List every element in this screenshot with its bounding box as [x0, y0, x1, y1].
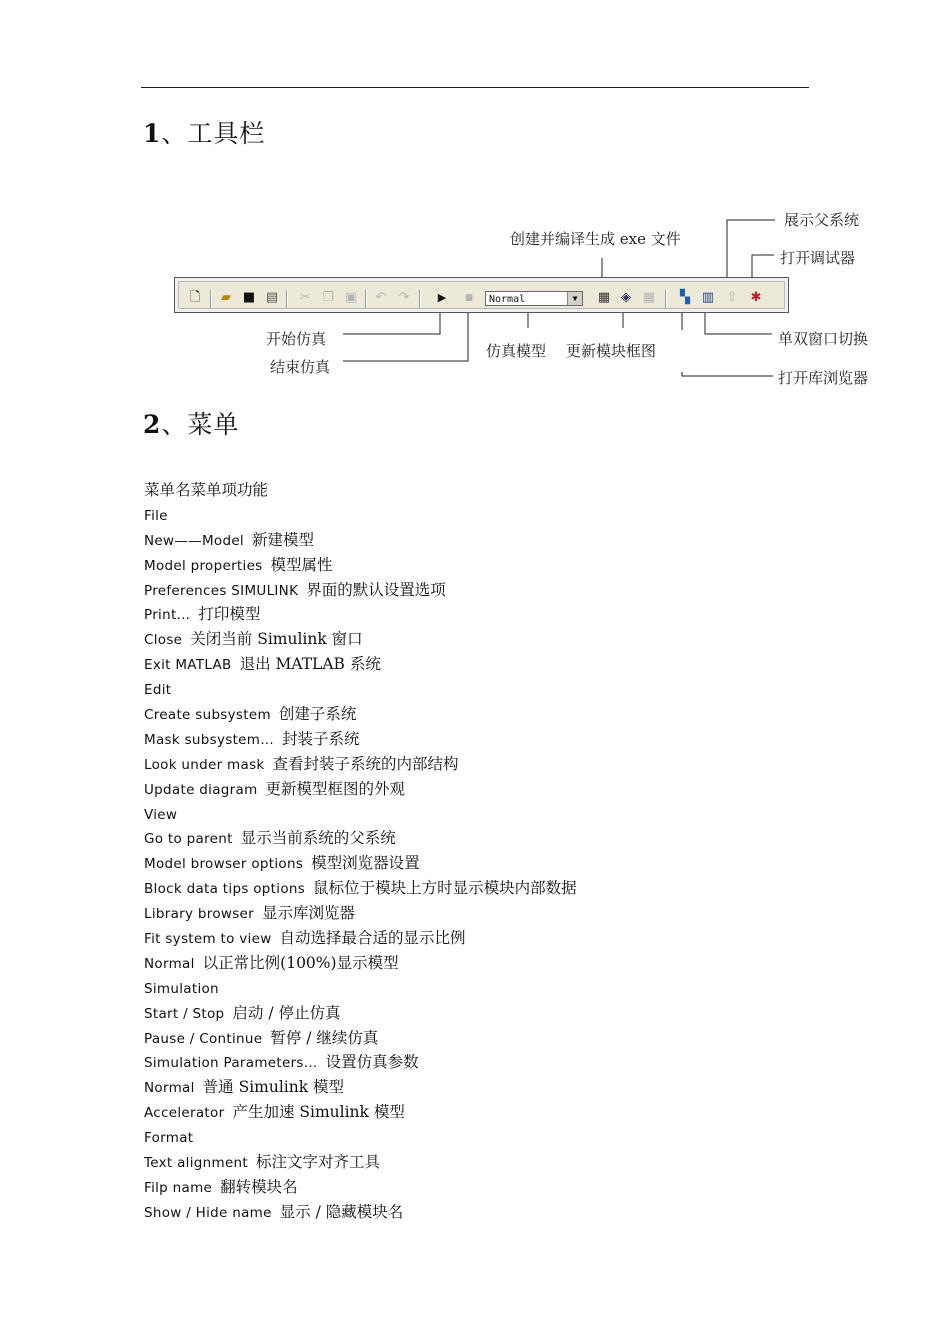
label-show-parent: 展示父系统 — [784, 211, 860, 229]
open-icon[interactable]: ▰ — [221, 290, 231, 305]
list-item: Block data tips options 鼠标位于模块上方时显示模块内部数据 — [144, 879, 577, 898]
list-item: Edit — [144, 682, 172, 699]
list-item: Look under mask 查看封装子系统的内部结构 — [144, 754, 459, 773]
list-item: Model properties 模型属性 — [144, 555, 333, 574]
list-item: Pause / Continue 暂停 / 继续仿真 — [144, 1028, 379, 1047]
label-open-debugger: 打开调试器 — [780, 249, 856, 267]
new-icon[interactable]: 🗋 — [189, 290, 201, 305]
list-item: View — [144, 806, 178, 823]
list-item: Exit MATLAB 退出 MATLAB 系统 — [144, 655, 381, 674]
list-item: Normal 普通 Simulink 模型 — [144, 1078, 345, 1097]
list-item: Print… 打印模型 — [144, 605, 261, 624]
label-toggle-window: 单双窗口切换 — [778, 330, 869, 348]
model-browser-icon[interactable]: ▥ — [701, 290, 715, 305]
library-icon[interactable]: ▚ — [680, 290, 690, 305]
list-item: Simulation Parameters… 设置仿真参数 — [144, 1053, 419, 1072]
print-icon[interactable]: ▤ — [265, 290, 279, 305]
label-update-diagram: 更新模块框图 — [566, 342, 657, 360]
menu-header: 菜单名菜单项功能 — [144, 481, 269, 499]
list-item: File — [144, 507, 168, 524]
incremental-build-icon[interactable]: ▦ — [642, 290, 656, 305]
redo-icon[interactable]: ↷ — [398, 290, 410, 305]
list-item: Go to parent 显示当前系统的父系统 — [144, 829, 396, 848]
list-item: Text alignment 标注文字对齐工具 — [144, 1153, 381, 1172]
simulation-mode-select[interactable]: Normal ▼ — [485, 291, 583, 306]
list-item: Close 关闭当前 Simulink 窗口 — [144, 630, 363, 649]
header-rule — [141, 87, 809, 88]
list-item: New——Model 新建模型 — [144, 530, 314, 549]
label-stop-sim: 结束仿真 — [270, 358, 331, 376]
copy-icon[interactable]: ❐ — [322, 290, 334, 305]
stop-icon[interactable]: ■ — [464, 293, 474, 303]
list-item: Create subsystem 创建子系统 — [144, 705, 357, 724]
list-item: Start / Stop 启动 / 停止仿真 — [144, 1003, 341, 1022]
debugger-icon[interactable]: ✱ — [750, 290, 762, 305]
play-icon[interactable]: ▶ — [437, 291, 447, 304]
label-compile-exe: 创建并编译生成 exe 文件 — [510, 230, 681, 248]
save-icon[interactable]: ■ — [242, 290, 256, 305]
undo-icon[interactable]: ↶ — [375, 290, 387, 305]
list-item: Format — [144, 1130, 194, 1147]
list-item: Mask subsystem… 封装子系统 — [144, 729, 360, 748]
list-item: Normal 以正常比例(100%)显示模型 — [144, 953, 399, 972]
list-item: Update diagram 更新模型框图的外观 — [144, 779, 406, 798]
parent-icon[interactable]: ⇧ — [726, 290, 738, 305]
list-item: Model browser options 模型浏览器设置 — [144, 854, 420, 873]
label-start-sim: 开始仿真 — [266, 330, 327, 348]
build-icon[interactable]: ▦ — [597, 290, 611, 305]
cut-icon[interactable]: ✂ — [299, 290, 311, 305]
list-item: Simulation — [144, 980, 219, 997]
chevron-down-icon: ▼ — [567, 292, 582, 305]
section-heading-toolbar: 1、工具栏 — [143, 119, 266, 148]
update-icon[interactable]: ◈ — [621, 290, 631, 305]
label-sim-mode: 仿真模型 — [486, 342, 547, 360]
paste-icon[interactable]: ▣ — [344, 290, 358, 305]
list-item: Accelerator 产生加速 Simulink 模型 — [144, 1103, 405, 1122]
list-item: Show / Hide name 显示 / 隐藏模块名 — [144, 1202, 404, 1221]
simulink-toolbar — [174, 277, 789, 313]
label-open-library: 打开库浏览器 — [778, 369, 869, 387]
section-heading-menu: 2、菜单 — [143, 410, 240, 439]
list-item: Preferences SIMULINK 界面的默认设置选项 — [144, 580, 446, 599]
list-item: Library browser 显示库浏览器 — [144, 904, 356, 923]
list-item: Filp name 翻转模块名 — [144, 1177, 298, 1196]
menu-description-list — [144, 478, 577, 1225]
list-item: Fit system to view 自动选择最合适的显示比例 — [144, 929, 466, 948]
